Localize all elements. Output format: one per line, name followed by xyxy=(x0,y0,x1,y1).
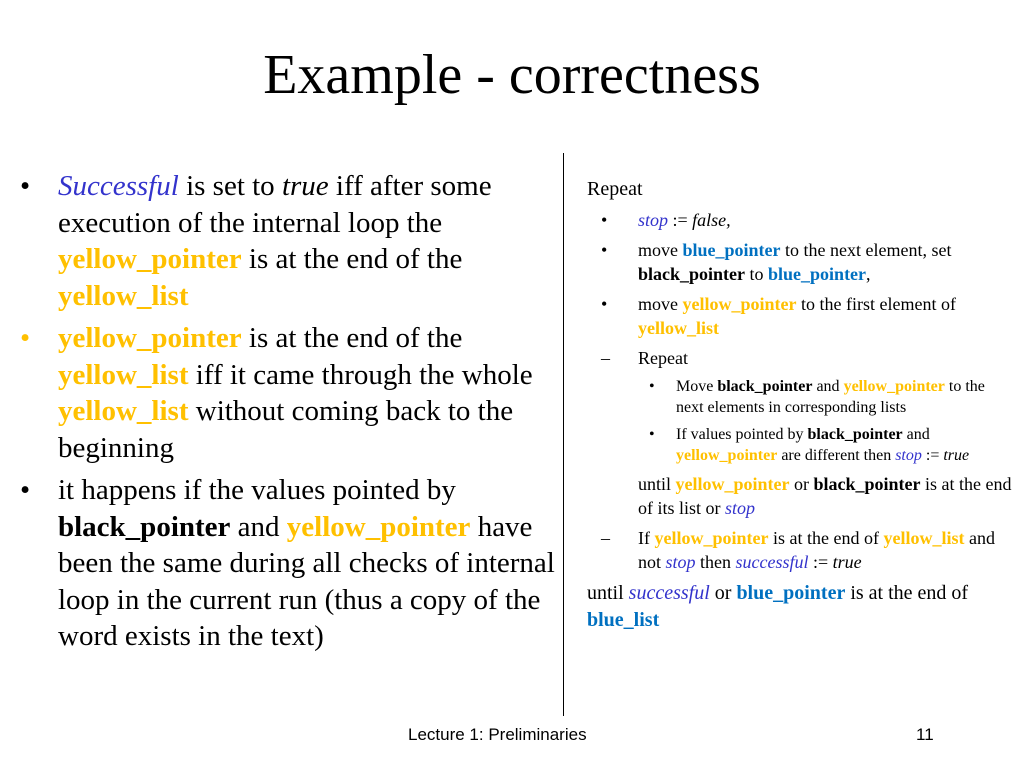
right-column xyxy=(587,176,1012,634)
term-yellow-pointer: yellow_pointer xyxy=(676,447,778,464)
pseudo-item xyxy=(587,526,1012,574)
term-true: true xyxy=(943,447,970,464)
term-yellow-pointer: yellow_pointer xyxy=(286,510,471,543)
text-span: and xyxy=(812,378,844,395)
text-span: and xyxy=(902,426,930,443)
term-black-pointer: black_pointer xyxy=(58,510,231,543)
bullet-marker: • xyxy=(20,170,31,202)
term-yellow-list: yellow_list xyxy=(58,395,189,427)
text-span: is at the end of the xyxy=(241,322,463,354)
term-yellow-pointer: yellow_pointer xyxy=(682,294,797,314)
column-divider xyxy=(563,153,564,716)
page-number: 11 xyxy=(916,725,934,744)
bullet-item xyxy=(20,320,555,466)
term-blue-pointer: blue_pointer xyxy=(736,582,846,604)
term-yellow-pointer: yellow_pointer xyxy=(58,243,242,275)
text-span: Move xyxy=(676,378,718,395)
term-black-pointer: black_pointer xyxy=(807,426,903,443)
text-span: is at the end of its list or xyxy=(638,474,1012,518)
text-span: iff after some execution of the internal loop the xyxy=(58,170,492,239)
text-span: move xyxy=(638,294,683,314)
until-inner xyxy=(587,472,1012,520)
term-yellow-list: yellow_list xyxy=(58,279,189,312)
term-yellow-list: yellow_list xyxy=(883,528,965,548)
text-span: without coming back to the beginning xyxy=(58,395,514,464)
text-span: until xyxy=(587,582,629,604)
term-blue-list: blue_list xyxy=(587,609,660,631)
term-yellow-pointer: yellow_pointer xyxy=(58,322,242,354)
term-yellow-list: yellow_list xyxy=(58,358,189,391)
bullet-item xyxy=(20,472,555,655)
left-column xyxy=(20,168,555,661)
bullet-marker: • xyxy=(20,474,31,506)
term-blue-pointer: blue_pointer xyxy=(768,264,867,284)
term-yellow-pointer: yellow_pointer xyxy=(654,528,769,548)
slide-title: Example - correctness xyxy=(263,44,761,106)
text-span: have been the same during all checks of internal loop in the current run (thus a copy of the word exists in the text) xyxy=(58,510,555,652)
pseudo-subitem xyxy=(587,376,1012,418)
term-blue-pointer: blue_pointer xyxy=(682,240,781,260)
text-span: to xyxy=(745,264,769,284)
term-black-pointer: black_pointer xyxy=(813,474,921,494)
pseudo-item xyxy=(587,208,1012,232)
bullet-marker: • xyxy=(601,294,608,314)
pseudo-item xyxy=(587,238,1012,286)
term-black-pointer: black_pointer xyxy=(717,378,813,395)
inner-repeat-label: Repeat xyxy=(638,348,688,368)
text-span: := xyxy=(808,552,833,572)
term-black-pointer: black_pointer xyxy=(638,264,746,284)
pseudo-item xyxy=(587,292,1012,340)
bullet-item xyxy=(20,168,555,314)
text-span: , xyxy=(866,264,871,284)
text-span: and xyxy=(230,510,287,543)
bullet-marker: • xyxy=(601,240,608,260)
text-span: If values pointed by xyxy=(676,426,808,443)
bullet-marker: • xyxy=(20,322,31,354)
bullet-marker: • xyxy=(601,210,608,230)
until-outer xyxy=(587,580,1012,634)
term-stop: stop xyxy=(725,498,756,518)
text-span: := xyxy=(921,447,944,464)
bullet-marker: • xyxy=(649,426,655,443)
text-span: or xyxy=(789,474,814,494)
term-true: true xyxy=(281,170,329,202)
term-yellow-list: yellow_list xyxy=(638,318,719,338)
dash-marker: – xyxy=(601,348,610,368)
bullet-marker: • xyxy=(649,378,655,395)
text-span: move xyxy=(638,240,683,260)
text-span: is at the end of xyxy=(845,582,969,604)
text-span: iff it came through the whole xyxy=(188,358,533,391)
footer-title: Lecture 1: Preliminaries xyxy=(408,725,587,744)
term-successful: successful xyxy=(735,552,809,572)
term-successful: Successful xyxy=(58,170,179,202)
pseudo-subitem xyxy=(587,424,1012,466)
text-span: are different then xyxy=(777,447,896,464)
term-successful: successful xyxy=(628,582,710,604)
text-span: := xyxy=(668,210,693,230)
text-span: to the next elements in corresponding lists xyxy=(676,378,985,416)
text-span: to the first element of xyxy=(796,294,956,314)
text-span: If xyxy=(638,528,655,548)
text-span: and not xyxy=(638,528,995,572)
text-span: is set to xyxy=(178,170,282,202)
dash-marker: – xyxy=(601,528,610,548)
term-stop: stop xyxy=(638,210,669,230)
text-span: it happens if the values pointed by xyxy=(58,474,456,506)
term-yellow-pointer: yellow_pointer xyxy=(675,474,790,494)
text-span: is at the end of the xyxy=(241,243,463,275)
text-span: or xyxy=(709,582,737,604)
term-yellow-pointer: yellow_pointer xyxy=(843,378,945,395)
text-span: is at the end of xyxy=(768,528,884,548)
text-span: then xyxy=(695,552,736,572)
term-true: true xyxy=(832,552,862,572)
text-span: to the next element, set xyxy=(780,240,952,260)
text-span: until xyxy=(638,474,676,494)
pseudo-item xyxy=(587,346,1012,370)
term-stop: stop xyxy=(665,552,696,572)
term-false: false, xyxy=(692,210,731,230)
repeat-label: Repeat xyxy=(587,178,643,200)
term-stop: stop xyxy=(895,447,922,464)
